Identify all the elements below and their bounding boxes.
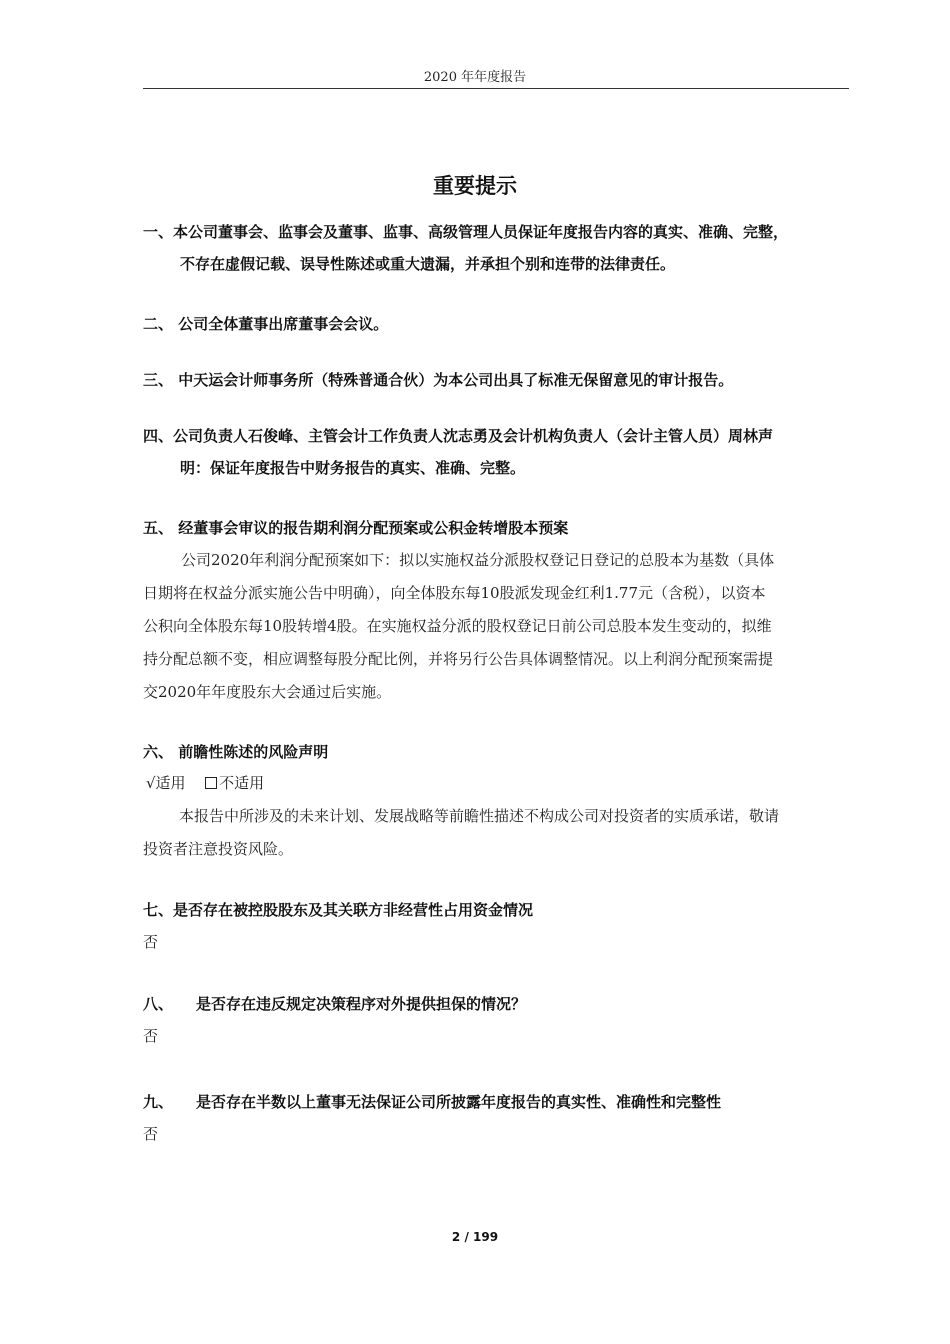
item5-paragraph-line3: 公积向全体股东每10股转增4股。在实施权益分派的股权登记日前公司总股本发生变动的，拟维 <box>143 617 772 635</box>
item5-heading: 五、 经董事会审议的报告期利润分配预案或公积金转增股本预案 <box>143 519 569 537</box>
document-title: 重要提示 <box>433 174 517 198</box>
item9-heading: 是否存在半数以上董事无法保证公司所披露年度报告的真实性、准确性和完整性 <box>196 1093 722 1111</box>
item8-heading: 是否存在违反规定决策程序对外提供担保的情况？ <box>196 995 527 1013</box>
item8-answer: 否 <box>143 1027 159 1045</box>
item1-line2: 不存在虚假记载、误导性陈述或重大遗漏，并承担个别和连带的法律责任。 <box>180 255 676 273</box>
item5-paragraph-line1: 公司2020年利润分配预案如下：拟以实施权益分派股权登记日登记的总股本为基数（具体 <box>181 551 775 569</box>
item5-paragraph-line5: 交2020年年度股东大会通过后实施。 <box>143 683 392 701</box>
item6-applicability <box>146 773 264 793</box>
page-number: 2 / 199 <box>451 1230 499 1244</box>
item5-paragraph-line4: 持分配总额不变，相应调整每股分配比例，并将另行公告具体调整情况。以上利润分配预案需提 <box>143 650 774 668</box>
header-divider <box>143 88 849 89</box>
item6-paragraph-line1: 本报告中所涉及的未来计划、发展战略等前瞻性描述不构成公司对投资者的实质承诺，敬请 <box>179 807 780 825</box>
item7-answer: 否 <box>143 933 159 951</box>
empty-checkbox-icon <box>205 777 217 789</box>
item9-number: 九、 <box>143 1093 174 1111</box>
item6-paragraph-line2: 投资者注意投资风险。 <box>143 840 294 858</box>
item6-heading: 六、 前瞻性陈述的风险声明 <box>143 743 329 761</box>
item1-line1: 一、本公司董事会、监事会及董事、监事、高级管理人员保证年度报告内容的真实、准确、完整， <box>143 223 789 241</box>
item2-text: 二、 公司全体董事出席董事会会议。 <box>143 315 389 333</box>
item3-text: 三、 中天运会计师事务所（特殊普通合伙）为本公司出具了标准无保留意见的审计报告。 <box>143 371 734 389</box>
item4-line1: 四、公司负责人石俊峰、主管会计工作负责人沈志勇及会计机构负责人（会计主管人员）周林声 <box>143 427 774 445</box>
page-header: 2020 年年度报告 <box>423 70 527 85</box>
item4-line2: 明：保证年度报告中财务报告的真实、准确、完整。 <box>180 459 526 477</box>
item5-paragraph-line2: 日期将在权益分派实施公告中明确），向全体股东每10股派发现金红利1.77元（含税），以资本 <box>143 584 766 602</box>
item8-number: 八、 <box>143 995 174 1013</box>
applicable-checked: √适用 <box>146 774 186 792</box>
item9-answer: 否 <box>143 1125 159 1143</box>
not-applicable-label: 不适用 <box>219 774 265 792</box>
item7-heading: 七、是否存在被控股股东及其关联方非经营性占用资金情况 <box>143 901 534 919</box>
